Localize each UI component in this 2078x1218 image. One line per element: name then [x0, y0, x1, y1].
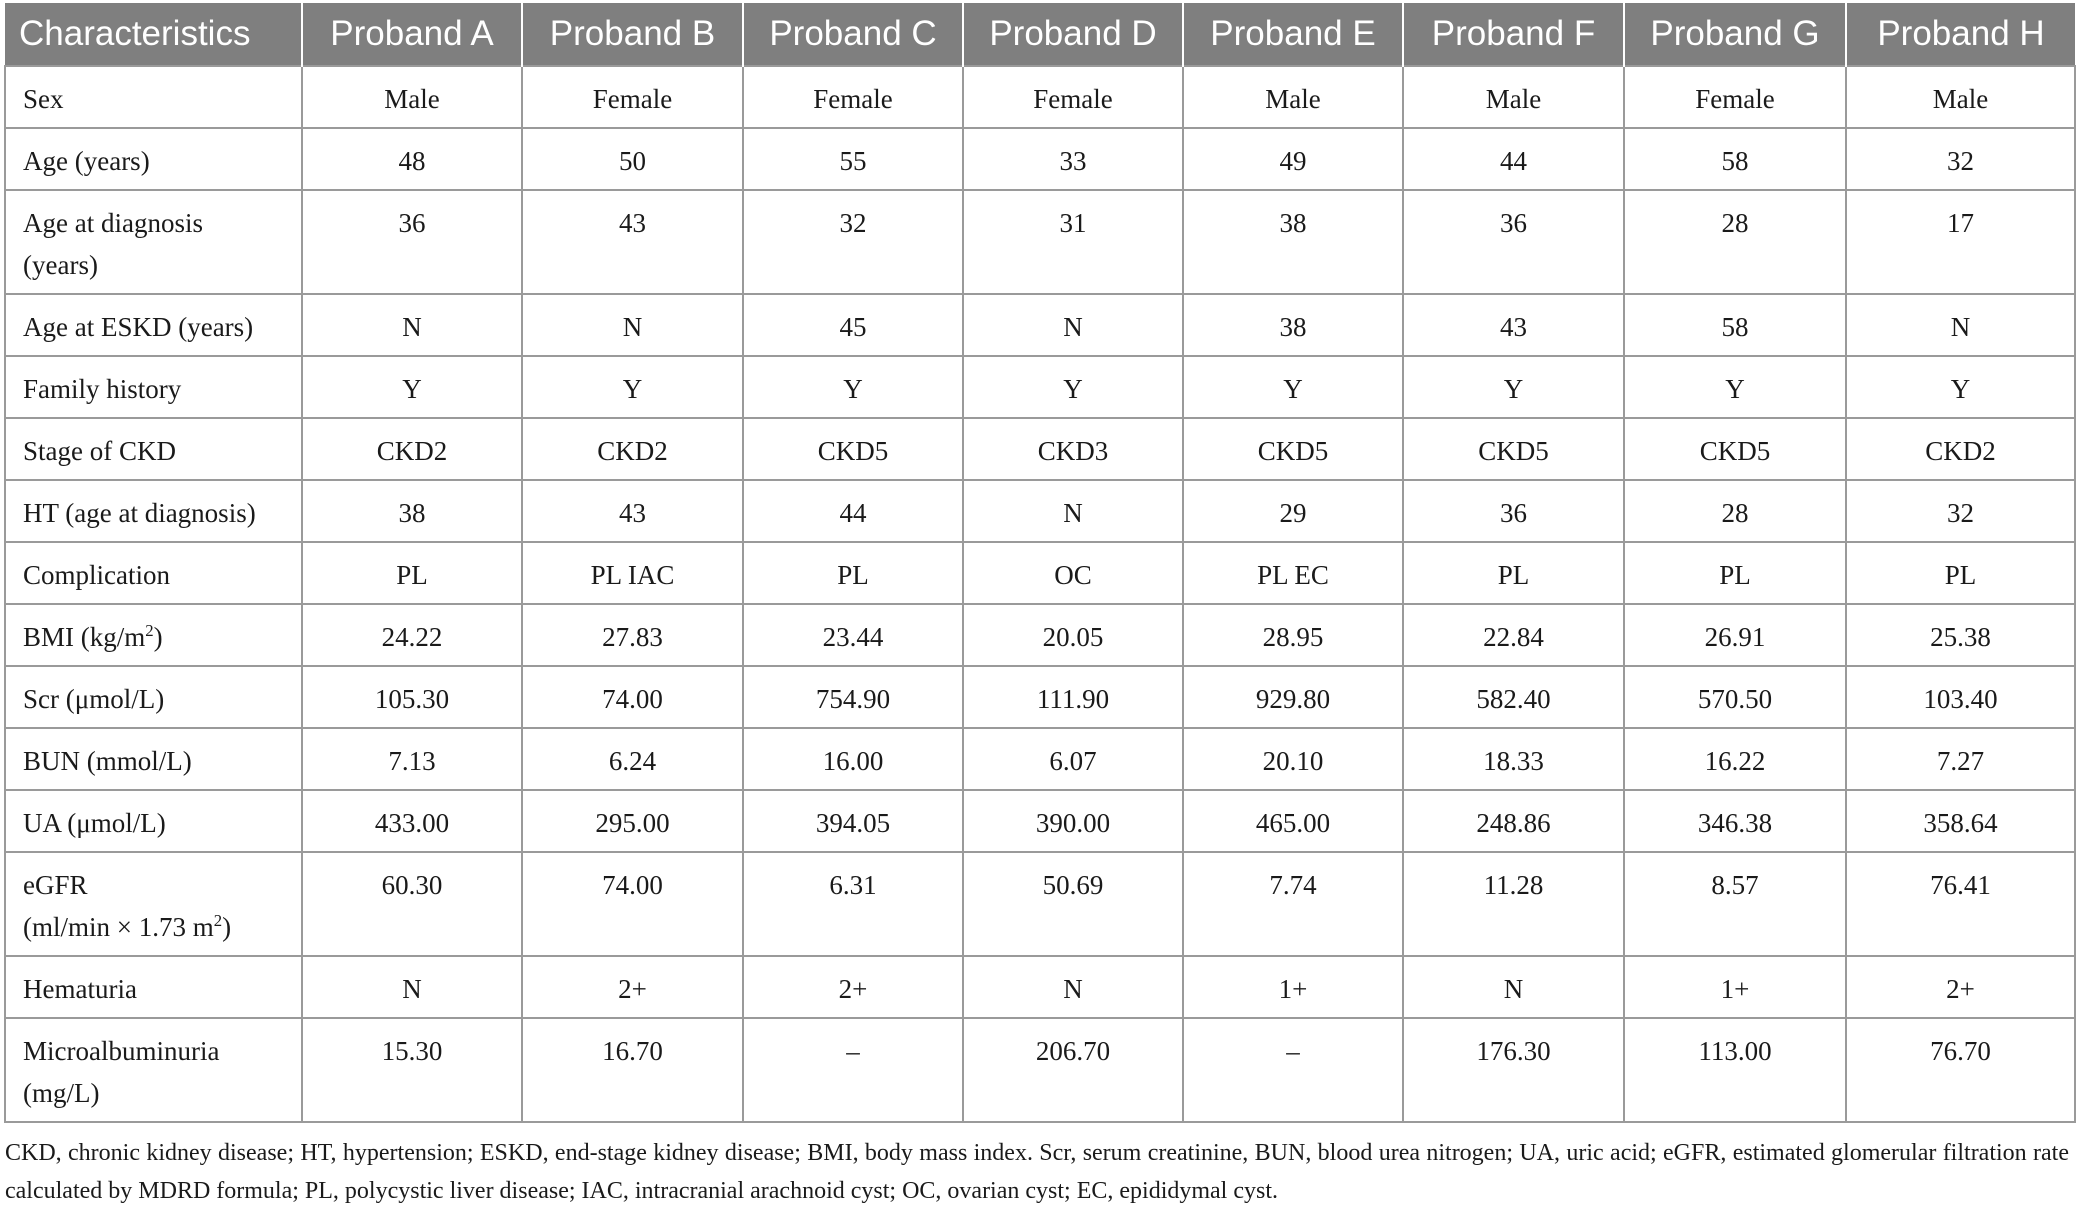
row-label-text: BMI (kg/m	[23, 622, 146, 652]
table-cell: 105.30	[302, 666, 522, 728]
table-cell: 6.07	[963, 728, 1183, 790]
row-label	[5, 190, 302, 294]
table-row	[5, 356, 2075, 418]
table-cell: CKD3	[963, 418, 1183, 480]
table-cell: N	[963, 480, 1183, 542]
table-cell: Y	[743, 356, 963, 418]
table-cell: 33	[963, 128, 1183, 190]
table-cell: 38	[302, 480, 522, 542]
header-row	[5, 3, 2075, 66]
characteristics-table-container	[4, 3, 2074, 1123]
table-cell: 76.70	[1846, 1018, 2075, 1122]
table-row	[5, 542, 2075, 604]
row-label-line2: )	[222, 912, 232, 942]
table-cell: 27.83	[522, 604, 743, 666]
table-cell: CKD5	[743, 418, 963, 480]
table-cell: CKD5	[1624, 418, 1846, 480]
table-cell: 6.31	[743, 852, 963, 956]
table-cell: 36	[1403, 190, 1624, 294]
table-cell: PL EC	[1183, 542, 1403, 604]
table-cell: Y	[1403, 356, 1624, 418]
table-row	[5, 728, 2075, 790]
table-cell: 11.28	[1403, 852, 1624, 956]
table-cell: 582.40	[1403, 666, 1624, 728]
table-cell: 74.00	[522, 852, 743, 956]
table-cell: 206.70	[963, 1018, 1183, 1122]
table-cell: 295.00	[522, 790, 743, 852]
table-cell: Male	[1403, 66, 1624, 128]
header-proband-d: Proband D	[963, 3, 1183, 66]
table-cell: CKD2	[1846, 418, 2075, 480]
table-cell: N	[1403, 956, 1624, 1018]
table-cell: 2+	[1846, 956, 2075, 1018]
table-cell: PL	[1846, 542, 2075, 604]
table-cell: 49	[1183, 128, 1403, 190]
table-cell: N	[1846, 294, 2075, 356]
table-cell: 394.05	[743, 790, 963, 852]
table-cell: –	[743, 1018, 963, 1122]
table-cell: CKD2	[522, 418, 743, 480]
table-cell: Female	[522, 66, 743, 128]
table-cell: 390.00	[963, 790, 1183, 852]
table-cell: 16.22	[1624, 728, 1846, 790]
table-cell: 26.91	[1624, 604, 1846, 666]
row-label-text: )	[153, 622, 163, 652]
row-label: Scr (μmol/L)	[5, 666, 302, 728]
table-row	[5, 604, 2075, 666]
table-cell: 22.84	[1403, 604, 1624, 666]
header-proband-g: Proband G	[1624, 3, 1846, 66]
table-cell: CKD5	[1183, 418, 1403, 480]
table-cell: 44	[1403, 128, 1624, 190]
header-characteristics: Characteristics	[5, 3, 302, 66]
row-label-line1: eGFR	[23, 870, 88, 900]
table-cell: Y	[302, 356, 522, 418]
table-row	[5, 66, 2075, 128]
table-cell: 570.50	[1624, 666, 1846, 728]
table-cell: 32	[743, 190, 963, 294]
table-cell: Male	[1846, 66, 2075, 128]
row-label: Stage of CKD	[5, 418, 302, 480]
header-proband-a: Proband A	[302, 3, 522, 66]
row-label: HT (age at diagnosis)	[5, 480, 302, 542]
table-row	[5, 790, 2075, 852]
table-cell: 29	[1183, 480, 1403, 542]
table-cell: CKD5	[1403, 418, 1624, 480]
row-label: BUN (mmol/L)	[5, 728, 302, 790]
table-row	[5, 190, 2075, 294]
table-cell: Female	[963, 66, 1183, 128]
row-label-line1: Age at diagnosis	[23, 208, 203, 238]
table-cell: Female	[1624, 66, 1846, 128]
table-cell: 15.30	[302, 1018, 522, 1122]
row-label: Hematuria	[5, 956, 302, 1018]
table-cell: 43	[522, 190, 743, 294]
row-label: Complication	[5, 542, 302, 604]
table-cell: 8.57	[1624, 852, 1846, 956]
table-row	[5, 418, 2075, 480]
table-cell: PL	[1403, 542, 1624, 604]
table-cell: 6.24	[522, 728, 743, 790]
table-cell: 1+	[1183, 956, 1403, 1018]
table-cell: 60.30	[302, 852, 522, 956]
table-cell: 18.33	[1403, 728, 1624, 790]
table-cell: 36	[1403, 480, 1624, 542]
table-cell: N	[302, 294, 522, 356]
table-cell: OC	[963, 542, 1183, 604]
table-cell: 17	[1846, 190, 2075, 294]
row-label	[5, 852, 302, 956]
table-body	[5, 66, 2075, 1122]
row-label-line1: Microalbuminuria	[23, 1036, 220, 1066]
table-row	[5, 852, 2075, 956]
table-cell: 76.41	[1846, 852, 2075, 956]
table-cell: 113.00	[1624, 1018, 1846, 1122]
table-cell: PL	[743, 542, 963, 604]
table-cell: 32	[1846, 480, 2075, 542]
row-label: Family history	[5, 356, 302, 418]
table-cell: 111.90	[963, 666, 1183, 728]
table-cell: 45	[743, 294, 963, 356]
table-cell: 7.13	[302, 728, 522, 790]
table-cell: 43	[1403, 294, 1624, 356]
table-cell: PL	[302, 542, 522, 604]
table-cell: Y	[522, 356, 743, 418]
table-cell: 248.86	[1403, 790, 1624, 852]
table-header	[5, 3, 2075, 66]
table-row	[5, 1018, 2075, 1122]
table-cell: 23.44	[743, 604, 963, 666]
table-cell: 7.27	[1846, 728, 2075, 790]
table-cell: Y	[963, 356, 1183, 418]
table-cell: Male	[302, 66, 522, 128]
row-label: UA (μmol/L)	[5, 790, 302, 852]
table-cell: 16.70	[522, 1018, 743, 1122]
table-cell: 346.38	[1624, 790, 1846, 852]
table-cell: Y	[1183, 356, 1403, 418]
table-cell: 2+	[743, 956, 963, 1018]
table-cell: 2+	[522, 956, 743, 1018]
table-cell: 1+	[1624, 956, 1846, 1018]
table-cell: 38	[1183, 190, 1403, 294]
table-cell: 358.64	[1846, 790, 2075, 852]
table-cell: 176.30	[1403, 1018, 1624, 1122]
table-cell: 929.80	[1183, 666, 1403, 728]
table-cell: 28.95	[1183, 604, 1403, 666]
table-cell: –	[1183, 1018, 1403, 1122]
table-cell: 103.40	[1846, 666, 2075, 728]
row-label-superscript: 2	[145, 621, 154, 640]
table-cell: 433.00	[302, 790, 522, 852]
table-row	[5, 294, 2075, 356]
table-cell: 38	[1183, 294, 1403, 356]
table-footnote: CKD, chronic kidney disease; HT, hypertension; ESKD, end-stage kidney disease; BMI, body mass index. Scr, serum creatinine, BUN, blood urea nitrogen; UA, uric acid; eGFR, estimated glomerular filtration rate calculated by MDRD formula; PL, polycystic liver disease; IAC, intracranial arachnoid cyst; OC, ovarian cyst; EC, epididymal cyst.	[5, 1140, 2069, 1204]
table-cell: Male	[1183, 66, 1403, 128]
table-cell: 48	[302, 128, 522, 190]
table-cell: 50.69	[963, 852, 1183, 956]
table-cell: 7.74	[1183, 852, 1403, 956]
row-label: Sex	[5, 66, 302, 128]
table-cell: 58	[1624, 128, 1846, 190]
table-row	[5, 128, 2075, 190]
table-cell: Female	[743, 66, 963, 128]
table-cell: Y	[1624, 356, 1846, 418]
header-proband-b: Proband B	[522, 3, 743, 66]
row-label-superscript: 2	[213, 911, 223, 930]
table-cell: 28	[1624, 190, 1846, 294]
table-cell: 58	[1624, 294, 1846, 356]
table-cell: N	[963, 956, 1183, 1018]
table-cell: 43	[522, 480, 743, 542]
table-cell: 32	[1846, 128, 2075, 190]
row-label-line2: (years)	[23, 250, 98, 280]
table-cell: 25.38	[1846, 604, 2075, 666]
table-cell: CKD2	[302, 418, 522, 480]
table-cell: 74.00	[522, 666, 743, 728]
table-row	[5, 956, 2075, 1018]
table-cell: PL	[1624, 542, 1846, 604]
table-cell: PL IAC	[522, 542, 743, 604]
table-cell: N	[302, 956, 522, 1018]
table-row	[5, 666, 2075, 728]
table-cell: 28	[1624, 480, 1846, 542]
table-cell: 50	[522, 128, 743, 190]
row-label-line2: (ml/min × 1.73 m	[23, 912, 214, 942]
table-cell: 20.05	[963, 604, 1183, 666]
table-cell: 44	[743, 480, 963, 542]
table-row	[5, 480, 2075, 542]
header-proband-f: Proband F	[1403, 3, 1624, 66]
row-label: Age at ESKD (years)	[5, 294, 302, 356]
table-cell: N	[522, 294, 743, 356]
table-cell: 24.22	[302, 604, 522, 666]
table-cell: 31	[963, 190, 1183, 294]
row-label: Age (years)	[5, 128, 302, 190]
row-label	[5, 1018, 302, 1122]
table-cell: 55	[743, 128, 963, 190]
table-cell: N	[963, 294, 1183, 356]
table-cell: 16.00	[743, 728, 963, 790]
row-label	[5, 604, 302, 666]
header-proband-c: Proband C	[743, 3, 963, 66]
header-proband-h: Proband H	[1846, 3, 2075, 66]
table-cell: 465.00	[1183, 790, 1403, 852]
header-proband-e: Proband E	[1183, 3, 1403, 66]
table-cell: 754.90	[743, 666, 963, 728]
table-cell: 20.10	[1183, 728, 1403, 790]
row-label-line2: (mg/L)	[23, 1078, 100, 1108]
table-cell: Y	[1846, 356, 2075, 418]
table-cell: 36	[302, 190, 522, 294]
characteristics-table	[4, 3, 2076, 1123]
